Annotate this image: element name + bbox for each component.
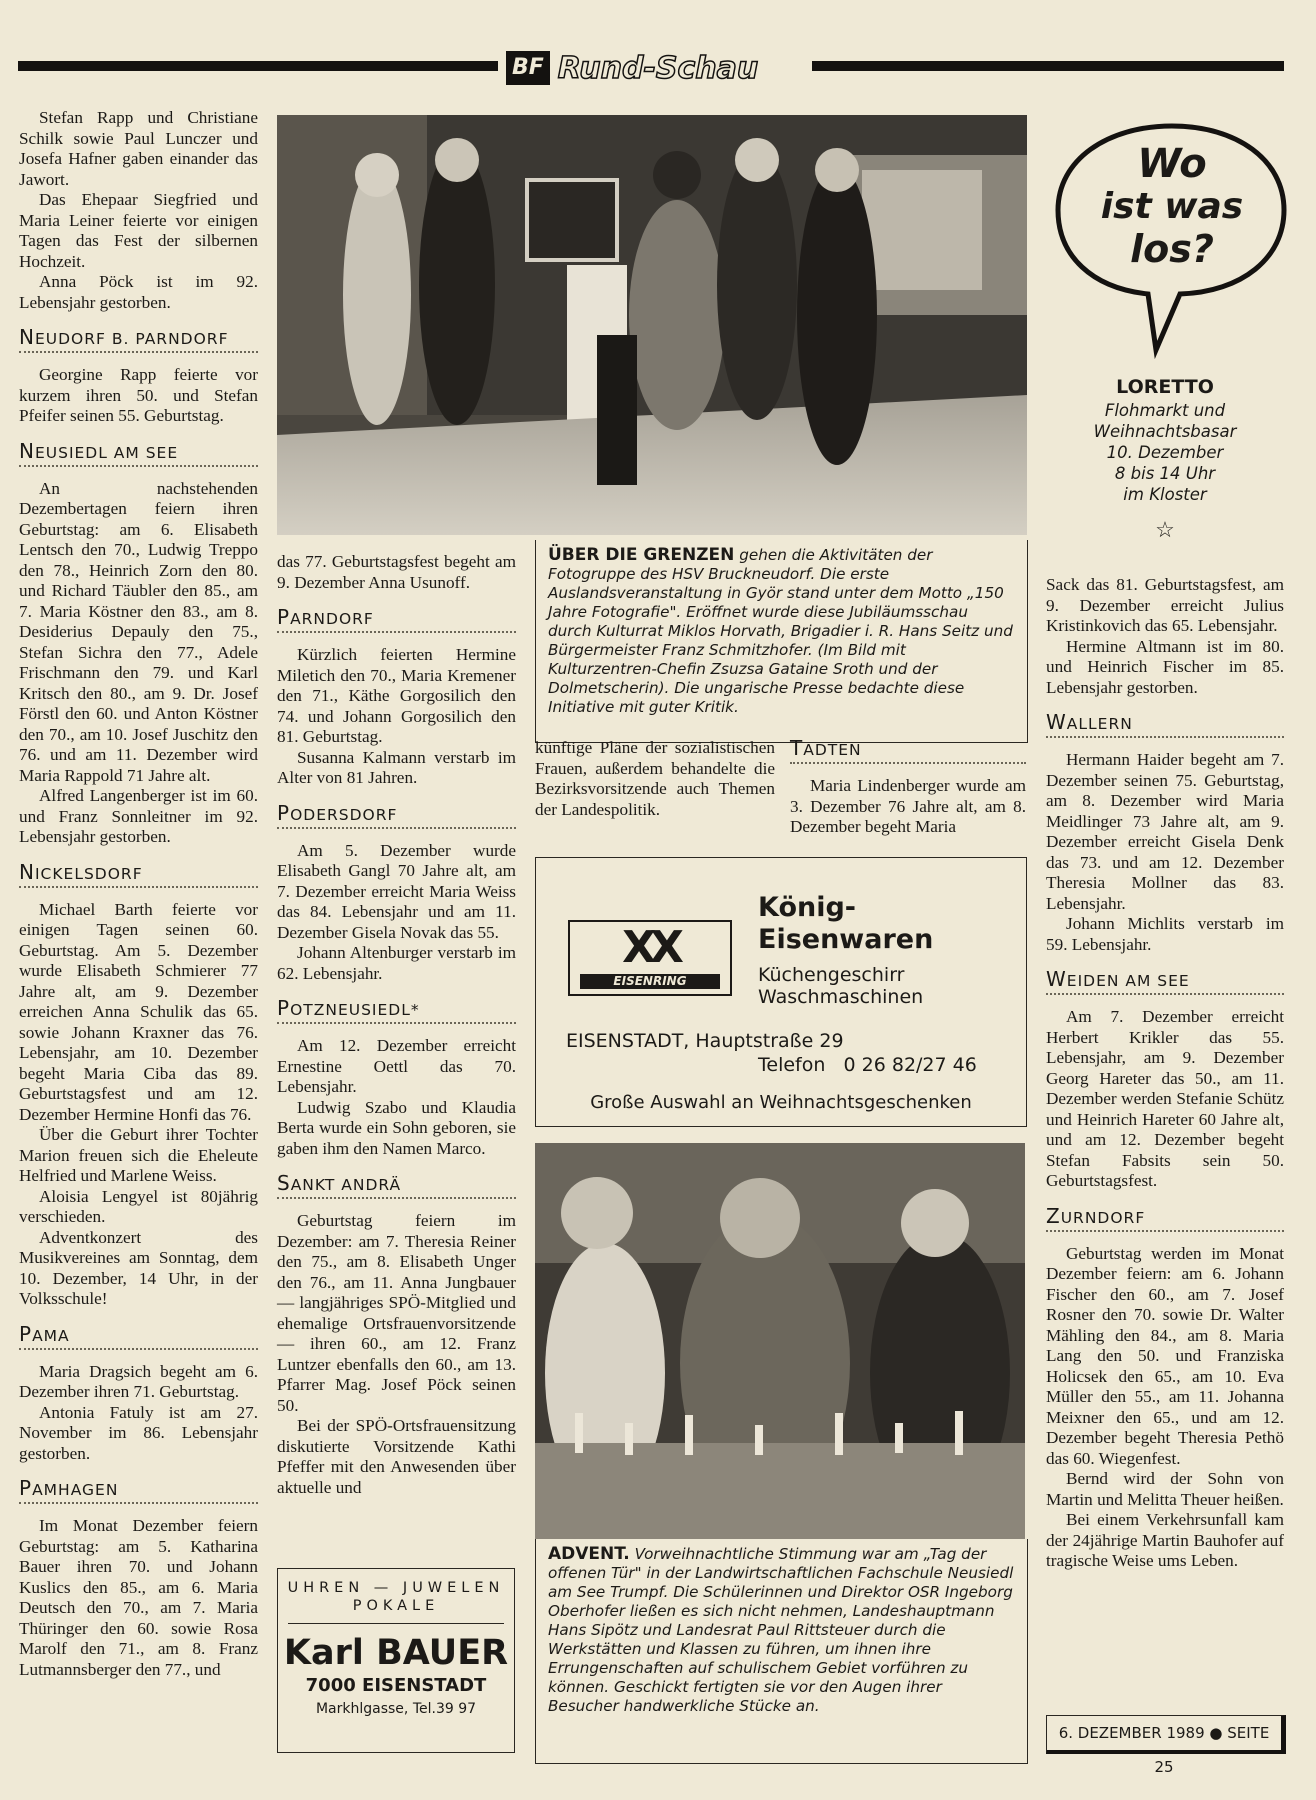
- paragraph: Hermann Haider begeht am 7. Dezember seinen 75. Geburtstag, am 8. Dezember wird Maria Meidlinger 73 Jahre alt, am 9. Dezember erreicht Gisela Denk das 73. und am 12. Dezember Theresia Mollner das 83. Lebensjahr.: [1046, 750, 1284, 913]
- paragraph: Stefan Rapp und Christiane Schilk sowie Paul Lunczer und Josefa Hafner gaben einander das Jawort.: [19, 108, 258, 189]
- paragraph: An nachstehenden Dezembertagen feiern ihren Geburtstag: am 6. Elisabeth Lentsch den 70., Ludwig Treppo den 78., Heinrich Zorn den 80. und Richard Täubler den 85., am 7. Maria Köstner den 83., am 8. Desiderius Depauly den 75., Stefan Sichra den 77., Adele Frischmann den 79. und Karl Kritsch den 80., am 9. Dr. Josef Förstl den 60. und Anton Köstner den 70., am 10. Josef Juschitz den 76. und am 11. Dezember wird Maria Rappold 71 Jahre alt.: [19, 478, 258, 785]
- ad-sub-1: Küchengeschirr: [758, 964, 905, 986]
- bubble-line-1: Wo: [1137, 141, 1207, 187]
- ad-koenig-eisenwaren: [535, 857, 1027, 1127]
- speech-bubble: [1052, 120, 1292, 360]
- paragraph: Sack das 81. Geburtstagsfest, am 9. Dezember erreicht Julius Kristinkovich das 65. Lebensjahr.: [1046, 575, 1284, 635]
- ad-line-1: UHREN — JUWELEN: [287, 1580, 505, 1596]
- paragraph: Kürzlich feierten Hermine Miletich den 70., Maria Kremener den 71., Käthe Gorgosilich den 74. und Johann Gorgosilich den 81. Geburtstag.: [277, 645, 516, 746]
- ad-sub-2: Waschmaschinen: [758, 986, 924, 1008]
- heading-podersdorf: PODERSDORF: [277, 801, 516, 829]
- page-footer: 6. DEZEMBER 1989 ● SEITE 25: [1046, 1715, 1286, 1754]
- ad-address: Markhlgasse, Tel.39 97: [315, 1701, 477, 1717]
- paragraph: Geburtstag feiern im Dezember: am 7. Theresia Reiner den 75., am 8. Elisabeth Unger den 76., am 11. Anna Jungbauer — langjähriges SPÖ-Mitglied und ehemalige Ortsfrauenvorsitzende — ihren 60., am 12. Franz Luntzer ebenfalls den 60., am 13. Pfarrer Mag. Josef Pöck seinen 50.: [277, 1211, 516, 1415]
- ad-name-2: Eisenwaren: [758, 924, 934, 955]
- event-line: im Kloster: [1123, 485, 1207, 504]
- event-line: 8 bis 14 Uhr: [1114, 464, 1216, 483]
- bubble-line-2: ist was: [1100, 186, 1244, 227]
- event-line: Weihnachtsbasar: [1093, 422, 1237, 441]
- paragraph: Johann Altenburger verstarb im 62. Lebensjahr.: [277, 943, 516, 983]
- heading-sankt-andrae: SANKT ANDRÄ: [277, 1171, 516, 1199]
- paragraph: Aloisia Lengyel ist 80jährig verschieden.: [19, 1186, 258, 1226]
- paragraph: Bernd wird der Sohn von Martin und Melitta Theuer heißen.: [1046, 1469, 1284, 1509]
- paragraph: Adventkonzert des Musikvereines am Sonntag, dem 10. Dezember, 14 Uhr, in der Volksschule!: [19, 1227, 258, 1308]
- paragraph: Michael Barth feierte vor einigen Tagen seinen 60. Geburtstag. Am 5. Dezember wurde Elisabeth Schmierer 77 Jahre alt, am 9. Dezember erreichen Anna Schulik das 65. sowie Johann Kraxner das 76. Lebensjahr, am 10. Dezember begeht Maria Ciba das 89. Geburtstagsfest und am 12. Dezember Hermine Honfi das 76.: [19, 899, 258, 1124]
- paragraph: Am 12. Dezember erreicht Ernestine Oettl das 70. Lebensjahr.: [277, 1036, 516, 1096]
- ad-name: Karl BAUER: [283, 1633, 509, 1673]
- header-rule-left: [18, 61, 498, 71]
- heading-nickelsdorf: NICKELSDORF: [19, 860, 258, 888]
- paragraph: Hermine Altmann ist im 80. und Heinrich Fischer im 85. Lebensjahr gestorben.: [1046, 636, 1284, 697]
- paragraph: Geburtstag werden im Monat Dezember feiern: am 6. Johann Fischer den 60., am 7. Josef Rosner den 70. sowie Dr. Walter Mähling den 84., am 8. Maria Lang den 50. und Franziska Holicsek den 65., am 10. Eva Müller den 55., am 11. Johanna Meixner den 65., und am 12. Dezember begeht Theresia Pethö das 60. Wiegenfest.: [1046, 1243, 1284, 1468]
- caption-lead: ÜBER DIE GRENZEN: [548, 545, 735, 565]
- photo-caption-advent: [535, 1539, 1028, 1764]
- ad-karl-bauer: [277, 1568, 515, 1753]
- paragraph: Im Monat Dezember feiern Geburtstag: am 5. Katharina Bauer ihren 70. und Johann Kuslics den 85., am 6. Maria Deutsch den 70., am 7. Maria Thüringer den 60. sowie Rosa Marolf den 71., am 8. Franz Lutmannsberger den 77., und: [19, 1516, 258, 1679]
- paragraph: Anna Pöck ist im 92. Lebensjahr gestorben.: [19, 272, 258, 312]
- header-rule-right: [812, 61, 1284, 71]
- paragraph: Am 7. Dezember erreicht Herbert Krikler das 55. Lebensjahr, am 9. Dezember Georg Hareter das 50., am 11. Dezember werden Stefanie Schütz und Heinrich Hareter 60 Jahre alt, und am 12. Dezember begeht Stefan Fabsits sein 50. Geburtstagsfest.: [1046, 1007, 1284, 1190]
- caption-text: gehen die Aktivitäten der Fotogruppe des HSV Bruckneudorf. Die erste Auslandsveranstaltung in Györ stand unter dem Motto „150 Jahre Fotografie". Eröffnet wurde diese Jubiläumsschau durch Kulturrat Miklos Horvath, Brigadier i. R. Hans Seitz und Bürgermeister Franz Schmitzhofer. (Im Bild mit Kulturzentren-Chefin Zsuzsa Gataine Sroth und der Dolmetscherin). Die ungarische Presse bedachte diese Initiative mit guter Kritik.: [548, 546, 1013, 716]
- ad-line-2: POKALE: [288, 1597, 504, 1624]
- photo-advent: [535, 1143, 1025, 1539]
- photo-image: [535, 1143, 1025, 1539]
- photo-image: [277, 115, 1027, 535]
- eisenring-logo: [568, 920, 732, 996]
- bf-logo: BF: [506, 51, 550, 85]
- caption-lead: ADVENT.: [548, 1544, 630, 1564]
- heading-pama: PAMA: [19, 1322, 258, 1350]
- event-line: 10. Dezember: [1106, 443, 1224, 462]
- paragraph: Susanna Kalmann verstarb im Alter von 81 Jahren.: [277, 747, 516, 787]
- heading-neusiedl: NEUSIEDL AM SEE: [19, 439, 258, 467]
- paragraph: künftige Pläne der sozialistischen Frauen, außerdem behandelte die Bezirksvorsitzende auch Themen der Landespolitik.: [535, 738, 775, 819]
- paragraph: Ludwig Szabo und Klaudia Berta wurde ein Sohn geboren, sie gaben ihm den Namen Marco.: [277, 1097, 516, 1158]
- paragraph: Georgine Rapp feierte vor kurzem ihren 50. und Stefan Pfeifer seinen 55. Geburtstag.: [19, 365, 258, 425]
- heading-wallern: WALLERN: [1046, 710, 1284, 738]
- paragraph: Johann Michlits verstarb im 59. Lebensjahr.: [1046, 914, 1284, 954]
- heading-zurndorf: ZURNDORF: [1046, 1204, 1284, 1232]
- section-header: [506, 48, 804, 88]
- event-listing: [1050, 374, 1280, 543]
- column-2: [277, 552, 516, 1498]
- column-1: [19, 108, 258, 1680]
- star-icon: ☆: [1155, 517, 1175, 542]
- photo-fotogruppe: [277, 115, 1027, 535]
- bubble-line-3: los?: [1130, 227, 1214, 271]
- heading-neudorf: NEUDORF B. PARNDORF: [19, 325, 258, 353]
- eisenring-label: EISENRING: [580, 974, 720, 989]
- paragraph: Maria Lindenberger wurde am 3. Dezember 76 Jahre alt, am 8. Dezember begeht Maria: [790, 776, 1026, 836]
- paragraph: Das Ehepaar Siegfried und Maria Leiner feierte vor einigen Tagen das Fest der silbernen Hochzeit.: [19, 190, 258, 271]
- ad-name-1: König-: [758, 892, 857, 923]
- event-place: LORETTO: [1116, 376, 1214, 398]
- paragraph: Antonia Fatuly ist am 27. November im 86. Lebensjahr gestorben.: [19, 1402, 258, 1463]
- paragraph: Über die Geburt ihrer Tochter Marion freuen sich die Eheleute Helfried und Marlene Weiss.: [19, 1125, 258, 1185]
- ad-slogan: Große Auswahl an Weihnachtsgeschenken: [590, 1092, 972, 1113]
- heading-potzneusiedl: POTZNEUSIEDL*: [277, 996, 516, 1024]
- heading-pamhagen: PAMHAGEN: [19, 1476, 258, 1504]
- ad-city: 7000 EISENSTADT: [305, 1675, 487, 1696]
- paragraph: Alfred Langenberger ist im 60. und Franz Sonnleitner im 92. Lebensjahr gestorben.: [19, 786, 258, 846]
- column-mid-right: [790, 730, 1026, 838]
- paragraph: Am 5. Dezember wurde Elisabeth Gangl 70 Jahre alt, am 7. Dezember erreicht Maria Weiss das 84. Lebensjahr und am 11. Dezember Gisela Novak das 55.: [277, 840, 516, 942]
- photo-caption-grenzen: [535, 540, 1028, 743]
- column-mid-left: [535, 738, 775, 820]
- column-4: [1046, 575, 1284, 1572]
- heading-parndorf: PARNDORF: [277, 605, 516, 633]
- caption-text: Vorweihnachtliche Stimmung war am „Tag der offenen Tür" in der Landwirtschaftlichen Fachschule Neusiedl am See Trumpf. Die Schülerinnen und Direktor OSR Ingeborg Oberhofer ließen es sich nicht nehmen, Landeshauptmann Hans Sipötz und Landesrat Paul Rittsteuer durch die Werkstätten und Klassen zu führen, um ihnen ihre Errungenschaften auf schulischem Gebiet vorführen zu können. Geschickt fertigten sie vor den Augen ihrer Besucher handwerkliche Stücke an.: [548, 1545, 1014, 1715]
- paragraph: das 77. Geburtstagsfest begeht am 9. Dezember Anna Usunoff.: [277, 552, 516, 592]
- event-line: Flohmarkt und: [1104, 401, 1226, 420]
- ad-address: EISENSTADT, Hauptstraße 29: [566, 1030, 844, 1052]
- heading-tadten: TADTEN: [790, 736, 1026, 764]
- paragraph: Bei einem Verkehrsunfall kam der 24jährige Martin Bauhofer auf tragische Weise ums Leben.: [1046, 1510, 1284, 1570]
- paragraph: Bei der SPÖ-Ortsfrauensitzung diskutierte Vorsitzende Kathi Pfeffer mit den Anwesenden über aktuelle und: [277, 1416, 516, 1497]
- heading-weiden: WEIDEN AM SEE: [1046, 967, 1284, 995]
- xx-logo-icon: XX: [622, 922, 678, 973]
- paragraph: Maria Dragsich begeht am 6. Dezember ihren 71. Geburtstag.: [19, 1361, 258, 1401]
- section-title: Rund-Schau: [557, 50, 759, 86]
- ad-phone: Telefon 0 26 82/27 46: [758, 1054, 977, 1076]
